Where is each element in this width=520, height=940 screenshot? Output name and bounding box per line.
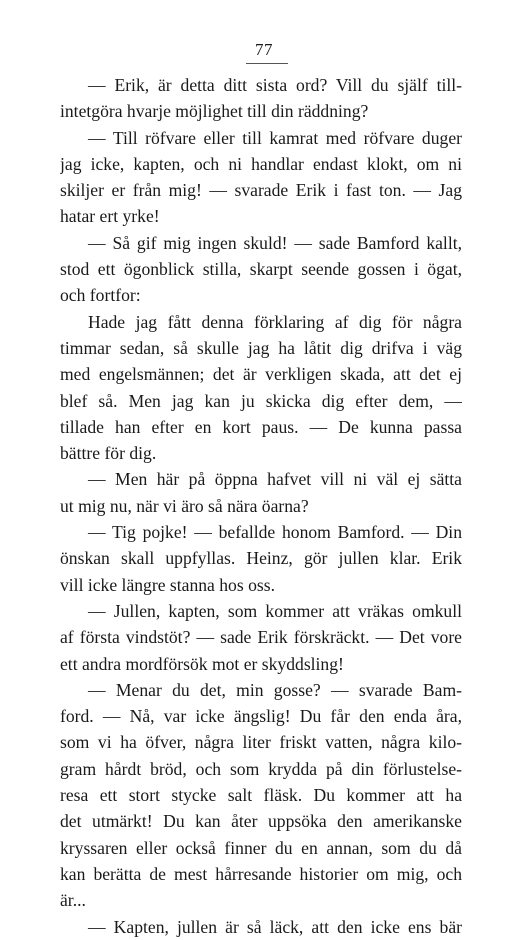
- text-line: — Men här på öppna hafvet vill ni väl ej sätta: [88, 469, 462, 490]
- text-line: resa ett stort stycke salt fläsk. Du kommer att ha: [60, 785, 462, 806]
- text-line: — Till röfvare eller till kamrat med röfvare duger: [88, 127, 462, 148]
- text-line: — Jullen, kapten, som kommer att vräkas omkull: [88, 600, 462, 621]
- text-line: — Kapten, jullen är så läck, att den icke ens bär: [88, 916, 462, 937]
- text-line: ut mig nu, när vi äro så nära öarna?: [60, 495, 309, 516]
- text-line: — Tig pojke! — befallde honom Bamford. — Din: [88, 522, 462, 543]
- text-line: jag icke, kapten, och ni handlar endast klokt, om ni: [60, 153, 462, 174]
- text-line: blef så. Men jag kan ju skicka dig efter dem, —: [60, 390, 462, 411]
- page-number-rule: [246, 63, 288, 64]
- text-line: — Menar du det, min gosse? — svarade Bam-: [88, 679, 462, 700]
- page-number: 77: [255, 40, 273, 59]
- text-line: ford. — Nå, var icke ängslig! Du får den enda åra,: [60, 706, 462, 727]
- text-line: — Erik, är detta ditt sista ord? Vill du själf till-: [88, 75, 462, 95]
- text-line: skiljer er från mig! — svarade Erik i fast ton. — Jag: [60, 180, 462, 201]
- text-line: önskan skall uppfyllas. Heinz, gör jullen klar. Erik: [60, 548, 462, 569]
- text-line: vill icke längre stanna hos oss.: [60, 574, 275, 595]
- text-line: kan berätta de mest hårresande historier om mig, och: [60, 863, 462, 884]
- text-line: intetgöra hvarje möjlighet till din räddning?: [60, 101, 369, 122]
- text-line: med engelsmännen; det är verkligen skada, att det ej: [60, 364, 462, 385]
- text-line: bättre för dig.: [60, 443, 157, 464]
- text-line: är...: [60, 890, 86, 911]
- text-line: gram hårdt bröd, och som krydda på din förlustelse-: [60, 758, 462, 779]
- text-line: — Så gif mig ingen skuld! — sade Bamford kallt,: [88, 232, 462, 253]
- text-line: Hade jag fått denna förklaring af dig för några: [88, 311, 462, 332]
- text-line: timmar sedan, så skulle jag ha låtit dig drifva i väg: [60, 337, 462, 358]
- text-line: af första vindstöt? — sade Erik förskräckt. — Det vore: [60, 627, 462, 648]
- text-line: stod ett ögonblick stilla, skarpt seende gossen i ögat,: [60, 259, 462, 280]
- body-text: [60, 72, 462, 940]
- text-line: kryssaren eller också finner du en annan, som du då: [60, 837, 462, 858]
- text-line: det utmärkt! Du kan åter uppsöka den amerikanske: [60, 811, 462, 832]
- text-line: hatar ert yrke!: [60, 206, 160, 227]
- text-line: tillade han efter en kort paus. — De kunna passa: [60, 416, 462, 437]
- text-line: som vi ha öfver, några liter friskt vatten, några kilo-: [60, 732, 462, 753]
- text-line: och fortfor:: [60, 285, 141, 306]
- text-line: ett andra mordförsök mot er skyddsling!: [60, 653, 344, 674]
